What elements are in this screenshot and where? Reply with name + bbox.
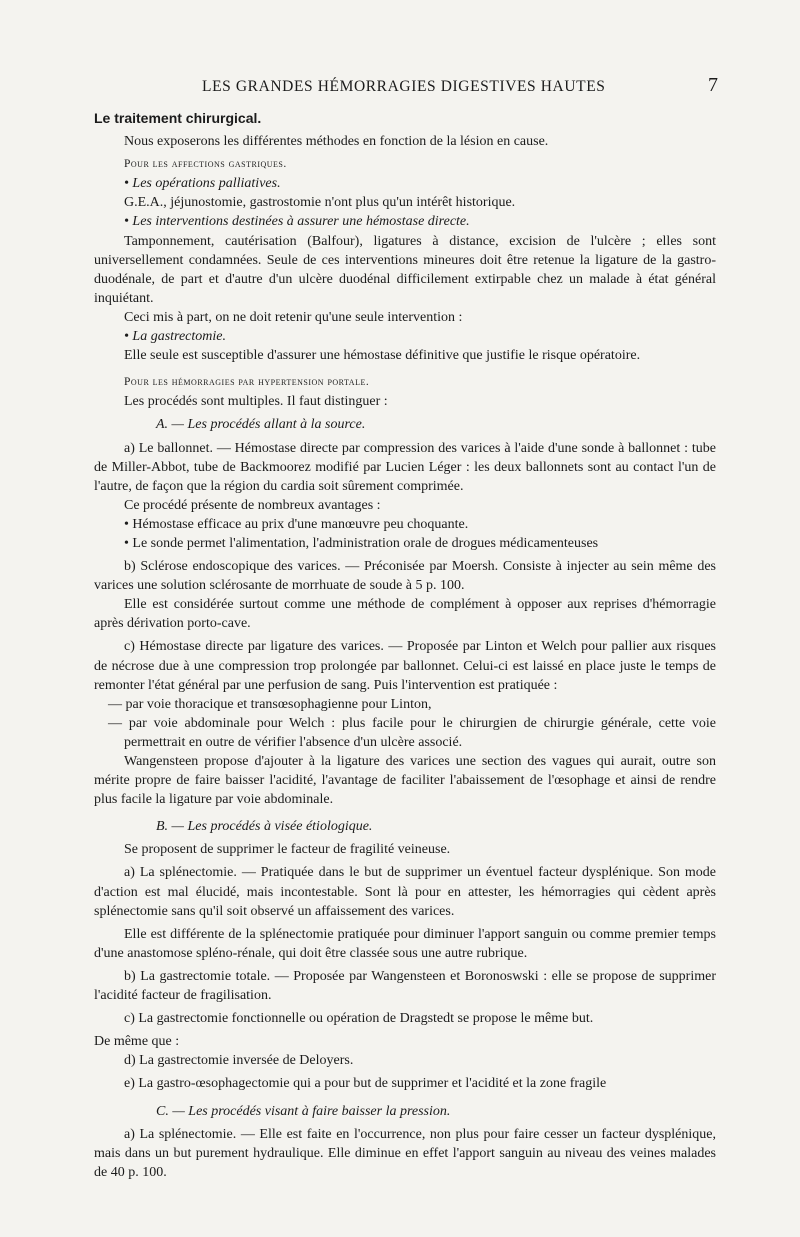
paragraph-b-b-gastrectomie: b) La gastrectomie totale. — Proposée par Wangensteen et Boronoswski : elle se propose de supprimer l'acidité facteur de fragilisation.: [94, 968, 716, 1004]
paragraph-gea: G.E.A., jéjunostomie, gastrostomie n'ont plus qu'un intérêt historique.: [124, 195, 516, 211]
paragraph-a-ballonnet: a) Le ballonnet. — Hémostase directe par compression des varices à l'aide d'une sonde à ballonnet : tube de Miller-Abbot, tube de Backmoorez modifié par Lucien Léger : les deux ballonnets sont au contact l'un de l'autre, de façon que la région du cardia soit sûrement comprimée.: [94, 440, 716, 494]
list-item-avantage-2: • Le sonde permet l'alimentation, l'administration orale de drogues médicamenteuses: [124, 535, 599, 551]
paragraph-b-c-gastrectomie: c) La gastrectomie fonctionnelle ou opération de Dragstedt se propose le même but.: [124, 1011, 594, 1027]
paragraph-ceci: Ceci mis à part, on ne doit retenir qu'une seule intervention :: [124, 309, 463, 325]
subheading-a-source: A. — Les procédés allant à la source.: [156, 417, 366, 433]
running-title: LES GRANDES HÉMORRAGIES DIGESTIVES HAUTES: [202, 78, 606, 95]
list-item-dash-2: — par voie abdominale pour Welch : plus facile pour le chirurgien de chirurgie générale, cette voie permettrait en outre de vérifier l'absence d'un ulcère associé.: [108, 715, 716, 750]
subheading-b-etiologique: B. — Les procédés à visée étiologique.: [156, 819, 373, 835]
list-item-avantage-1: • Hémostase efficace au prix d'une manœuvre peu choquante.: [124, 516, 469, 532]
paragraph-c-hemostase: c) Hémostase directe par ligature des varices. — Proposée par Linton et Welch pour pallier aux risques de nécrose due à une compression trop prolongée par ballonnet. Celui-ci est laissé en place juste le temps de remonter l'état général par une perfusion de sang. Puis l'intervention est pratiquée :: [94, 639, 716, 693]
paragraph-tamponnement: Tamponnement, cautérisation (Balfour), ligatures à distance, excision de l'ulcère ; elles sont universellement condamnées. Seule de ces interventions mineures doit être retenue la ligature de la gastro-duodénale, de part et d'autre d'un ulcère duodénal difficilement extirpable chez un malade à état général inquiétant.: [94, 233, 716, 306]
paragraph-wangensteen: Wangensteen propose d'ajouter à la ligature des varices une section des vagues qui aurait, outre son mérite propre de faire baisser l'acidité, l'avantage de faciliter l'abaissement de l'œsophage et ainsi de rendre plus facile la ligature par voie abdominale.: [94, 754, 716, 808]
paragraph-b-sclerose: b) Sclérose endoscopique des varices. — Préconisée par Moersh. Consiste à injecter au sein même des varices une solution sclérosante de morrhuate de soude à 5 p. 100.: [94, 559, 716, 594]
paragraph-procedes: Les procédés sont multiples. Il faut distinguer :: [124, 394, 388, 410]
paragraph-b-d: d) La gastrectomie inversée de Deloyers.: [124, 1053, 354, 1069]
paragraph-b-e: e) La gastro-œsophagectomie qui a pour but de supprimer et l'acidité et la zone fragile: [124, 1076, 607, 1092]
list-item-dash-1: — par voie thoracique et transœsophagienne pour Linton,: [108, 696, 432, 712]
page-header: [94, 74, 716, 98]
paragraph-intro: Nous exposerons les différentes méthodes en fonction de la lésion en cause.: [124, 134, 549, 150]
paragraph-ce-procede: Ce procédé présente de nombreux avantages :: [124, 497, 381, 513]
page-body: [94, 109, 716, 1182]
subheading-palliatives: • Les opérations palliatives.: [124, 176, 281, 192]
heading-gastric-affections: Pour les affections gastriques.: [124, 158, 287, 171]
paragraph-se-proposent: Se proposent de supprimer le facteur de fragilité veineuse.: [124, 842, 451, 858]
paragraph-elle-seule: Elle seule est susceptible d'assurer une hémostase définitive que justifie le risque opératoire.: [124, 348, 641, 364]
heading-portal-hypertension: Pour les hémorragies par hypertension portale.: [124, 376, 370, 389]
paragraph-elle-est-differente: Elle est différente de la splénectomie pratiquée pour diminuer l'apport sanguin ou comme premier temps d'une anastomose spléno-rénale, qui doit être classée sous une autre rubrique.: [94, 926, 716, 961]
subheading-hemostasis: • Les interventions destinées à assurer une hémostase directe.: [124, 214, 470, 230]
page-number: 7: [708, 74, 718, 96]
paragraph-c-a-splenectomie: a) La splénectomie. — Elle est faite en l'occurrence, non plus pour faire cesser un facteur dysplénique, mais dans un but purement hydraulique. Elle diminue en effet l'apport sanguin au niveau des veines malades de 40 p. 100.: [94, 1126, 716, 1180]
subheading-gastrectomie: • La gastrectomie.: [124, 329, 226, 345]
subheading-c-pression: C. — Les procédés visant à faire baisser la pression.: [156, 1103, 451, 1119]
section-title: Le traitement chirurgical.: [94, 110, 262, 126]
paragraph-de-meme: De même que :: [94, 1034, 180, 1050]
paragraph-elle-est: Elle est considérée surtout comme une méthode de complément à opposer aux reprises d'hémorragie après dérivation porto-cave.: [94, 597, 716, 632]
paragraph-b-a-splenectomie: a) La splénectomie. — Pratiquée dans le but de supprimer un éventuel facteur dysplénique. Son mode d'action est mal élucidé, mais incontestable. Sont là pour en attester, les hémorragies qui cèdent après splénectomie sans qu'il soit observé un affaissement des varices.: [94, 865, 716, 919]
